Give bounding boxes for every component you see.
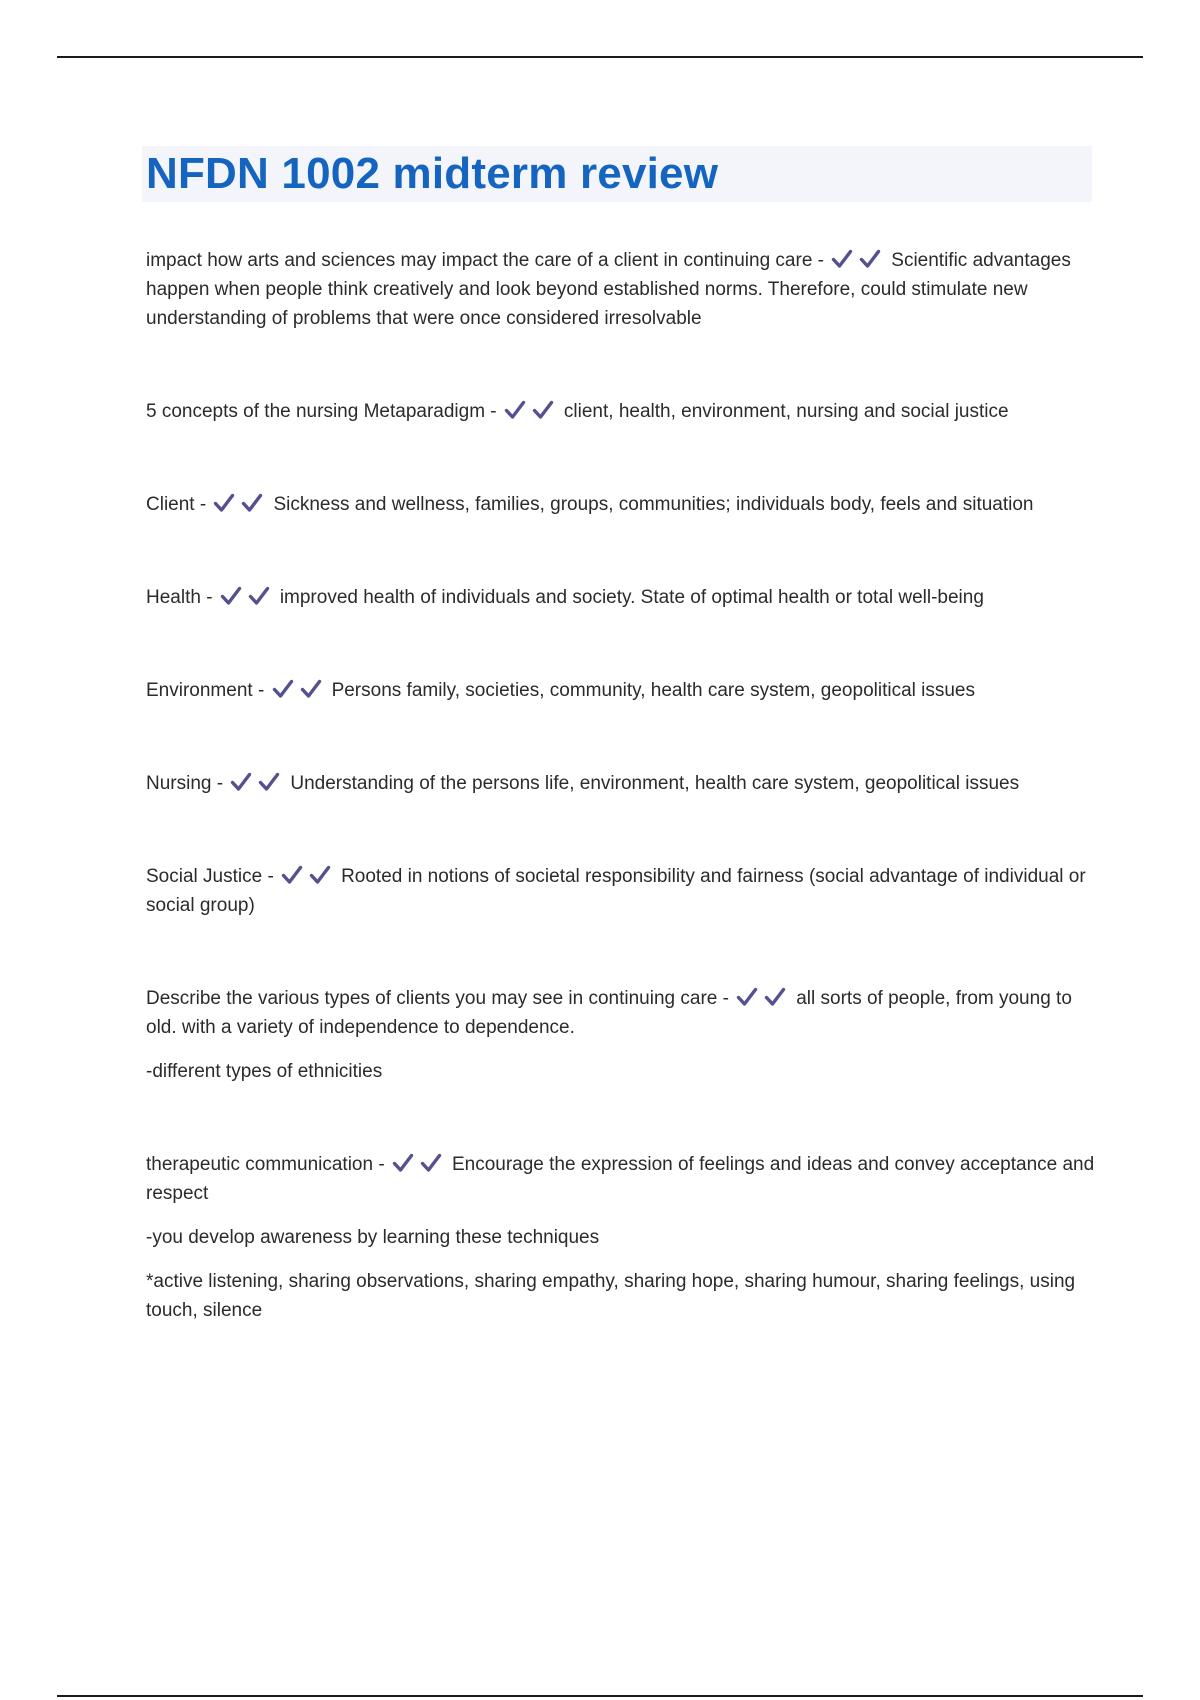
check-icon — [420, 1152, 442, 1174]
flashcard — [146, 1150, 1096, 1325]
flashcard-answer: client, health, environment, nursing and social justice — [563, 401, 1009, 422]
flashcard-text — [146, 246, 1096, 333]
flashcard-term: Health - — [146, 587, 213, 608]
flashcard-term: Environment - — [146, 680, 265, 701]
check-icon — [392, 1152, 414, 1174]
flashcard — [146, 862, 1096, 920]
flashcard — [146, 676, 1096, 705]
check-marks — [213, 490, 269, 519]
flashcard — [146, 397, 1096, 426]
check-marks — [736, 984, 792, 1013]
flashcard-answer: all sorts of people, from young to old. with a variety of independence to dependence. — [146, 988, 1072, 1038]
check-icon — [736, 986, 758, 1008]
flashcard-answer: Persons family, societies, community, health care system, geopolitical issues — [331, 680, 976, 701]
check-icon — [213, 492, 235, 514]
flashcard — [146, 246, 1096, 333]
check-icon — [504, 399, 526, 421]
document-title: NFDN 1002 midterm review — [146, 149, 719, 198]
check-marks — [281, 862, 337, 891]
check-icon — [281, 864, 303, 886]
check-marks — [831, 246, 887, 275]
check-icon — [764, 986, 786, 1008]
flashcard — [146, 583, 1096, 612]
check-marks — [504, 397, 560, 426]
flashcard-term: Client - — [146, 494, 207, 515]
check-icon — [230, 771, 252, 793]
check-icon — [309, 864, 331, 886]
flashcard-note: *active listening, sharing observations, sharing empathy, sharing hope, sharing humour, sharing feelings, using touch, silence — [146, 1271, 1076, 1321]
flashcard-text — [146, 769, 1096, 798]
check-marks — [230, 769, 286, 798]
flashcard-text — [146, 984, 1096, 1042]
flashcard-text — [146, 1150, 1096, 1208]
flashcard — [146, 769, 1096, 798]
check-marks — [392, 1150, 448, 1179]
flashcard-note: -you develop awareness by learning these techniques — [146, 1227, 600, 1248]
flashcard-text — [146, 490, 1096, 519]
flashcard-answer: Scientific advantages happen when people think creatively and look beyond established norms. Therefore, could stimulate new understanding of problems that were once considered irresolvable — [146, 250, 1071, 329]
flashcard-text — [146, 397, 1096, 426]
check-icon — [241, 492, 263, 514]
flashcard-answer: Understanding of the persons life, environment, health care system, geopolitical issues — [290, 773, 1020, 794]
flashcard — [146, 984, 1096, 1086]
flashcard-term: Social Justice - — [146, 866, 274, 887]
flashcard-text — [146, 583, 1096, 612]
check-marks — [220, 583, 276, 612]
flashcard-term: impact how arts and sciences may impact the care of a client in continuing care - — [146, 250, 824, 271]
flashcard — [146, 490, 1096, 519]
flashcard-text — [146, 676, 1096, 705]
check-marks — [272, 676, 328, 705]
check-icon — [300, 678, 322, 700]
footer-rule — [57, 1695, 1143, 1697]
check-icon — [859, 248, 881, 270]
header-rule — [57, 56, 1143, 58]
flashcard-note: -different types of ethnicities — [146, 1061, 383, 1082]
check-icon — [258, 771, 280, 793]
flashcard-answer: Rooted in notions of societal responsibility and fairness (social advantage of individual or social group) — [146, 866, 1086, 916]
check-icon — [532, 399, 554, 421]
check-icon — [272, 678, 294, 700]
flashcard-term: 5 concepts of the nursing Metaparadigm - — [146, 401, 497, 422]
check-icon — [831, 248, 853, 270]
flashcard-term: Describe the various types of clients you may see in continuing care - — [146, 988, 729, 1009]
flashcard-answer: Sickness and wellness, families, groups, communities; individuals body, feels and situation — [273, 494, 1034, 515]
flashcard-answer: Encourage the expression of feelings and ideas and convey acceptance and respect — [146, 1154, 1095, 1204]
flashcard-term: therapeutic communication - — [146, 1154, 385, 1175]
flashcard-answer: improved health of individuals and society. State of optimal health or total well-being — [279, 587, 984, 608]
flashcard-text — [146, 862, 1096, 920]
check-icon — [220, 585, 242, 607]
flashcard-list — [146, 246, 1096, 1389]
check-icon — [248, 585, 270, 607]
flashcard-term: Nursing - — [146, 773, 224, 794]
